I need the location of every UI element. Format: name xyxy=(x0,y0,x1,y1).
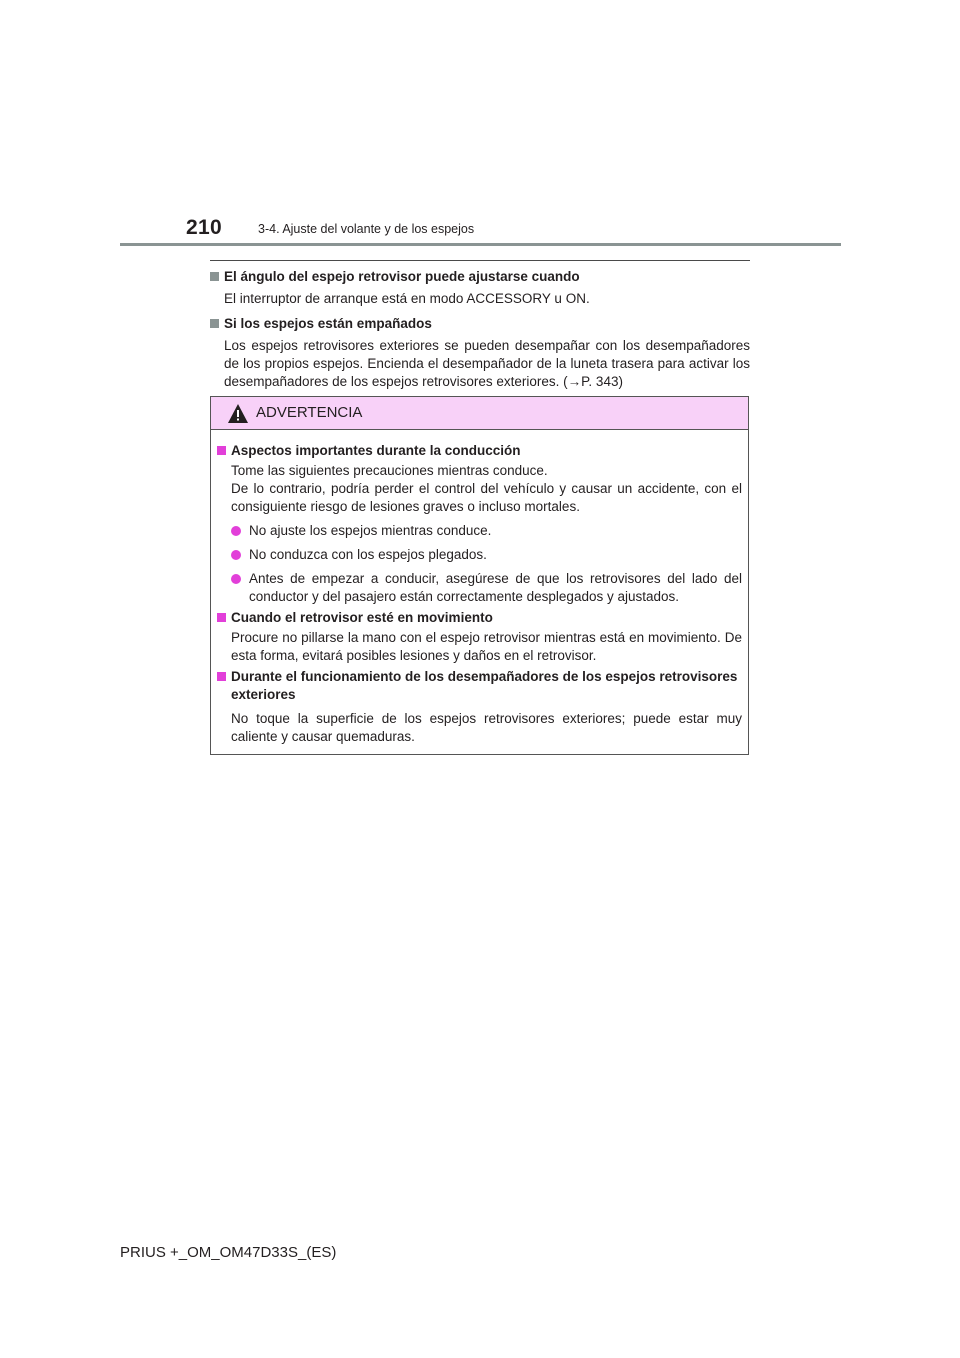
warning-bullet: No conduzca con los espejos plegados. xyxy=(217,546,742,564)
round-bullet-icon xyxy=(231,550,241,560)
square-bullet-icon xyxy=(217,613,226,622)
square-bullet-icon xyxy=(217,672,226,681)
warning-body xyxy=(211,430,748,746)
warning-header xyxy=(211,397,748,430)
warning-heading: Cuando el retrovisor esté en movimiento xyxy=(217,609,742,627)
warning-item-driving xyxy=(217,442,742,606)
warning-box xyxy=(210,396,749,755)
main-content xyxy=(210,268,750,398)
square-bullet-icon xyxy=(210,319,219,328)
square-bullet-icon xyxy=(210,272,219,281)
warning-title: ADVERTENCIA xyxy=(256,404,363,421)
info-text: El interruptor de arranque está en modo ACCESSORY u ON. xyxy=(224,291,590,306)
warning-text: De lo contrario, podría perder el control del vehículo y causar un accidente, con el consiguiente riesgo de lesiones graves o incluso mortales. xyxy=(231,481,742,514)
warning-triangle-icon xyxy=(227,403,249,425)
warning-bullet: No ajuste los espejos mientras conduce. xyxy=(217,522,742,540)
info-text: Los espejos retrovisores exteriores se pueden desempañar con los desempañadores de los propios espejos. Encienda el desempañador de la luneta trasera para activar los desempañadores de los espejos retrovisores exteriores. (→P. 343) xyxy=(224,338,750,389)
content-rule xyxy=(210,260,750,261)
info-section-fogged-mirrors xyxy=(210,315,750,391)
warning-item-mirror-moving xyxy=(217,609,742,665)
warning-heading: Durante el funcionamiento de los desempañadores de los espejos retrovisores exteriores xyxy=(217,668,742,704)
square-bullet-icon xyxy=(217,446,226,455)
info-section-mirror-angle xyxy=(210,268,750,308)
warning-heading: Aspectos importantes durante la conducción xyxy=(217,442,742,460)
warning-text: Tome las siguientes precauciones mientras conduce. xyxy=(231,463,548,478)
footer-doc-code: PRIUS +_OM_OM47D33S_(ES) xyxy=(120,1244,337,1261)
warning-text: Procure no pillarse la mano con el espejo retrovisor mientras está en movimiento. De esta forma, evitará posibles lesiones y daños en el retrovisor. xyxy=(231,630,742,663)
round-bullet-icon xyxy=(231,574,241,584)
page-number: 210 xyxy=(186,216,222,239)
warning-item-defoggers xyxy=(217,668,742,746)
info-heading: El ángulo del espejo retrovisor puede ajustarse cuando xyxy=(210,268,750,286)
info-heading: Si los espejos están empañados xyxy=(210,315,750,333)
section-title: 3-4. Ajuste del volante y de los espejos xyxy=(258,222,475,236)
header-rule xyxy=(120,243,841,246)
warning-text: No toque la superficie de los espejos retrovisores exteriores; puede estar muy caliente y causar quemaduras. xyxy=(231,711,742,744)
warning-bullet: Antes de empezar a conducir, asegúrese de que los retrovisores del lado del conductor y del pasajero están correctamente desplegados y ajustados. xyxy=(217,570,742,606)
round-bullet-icon xyxy=(231,526,241,536)
